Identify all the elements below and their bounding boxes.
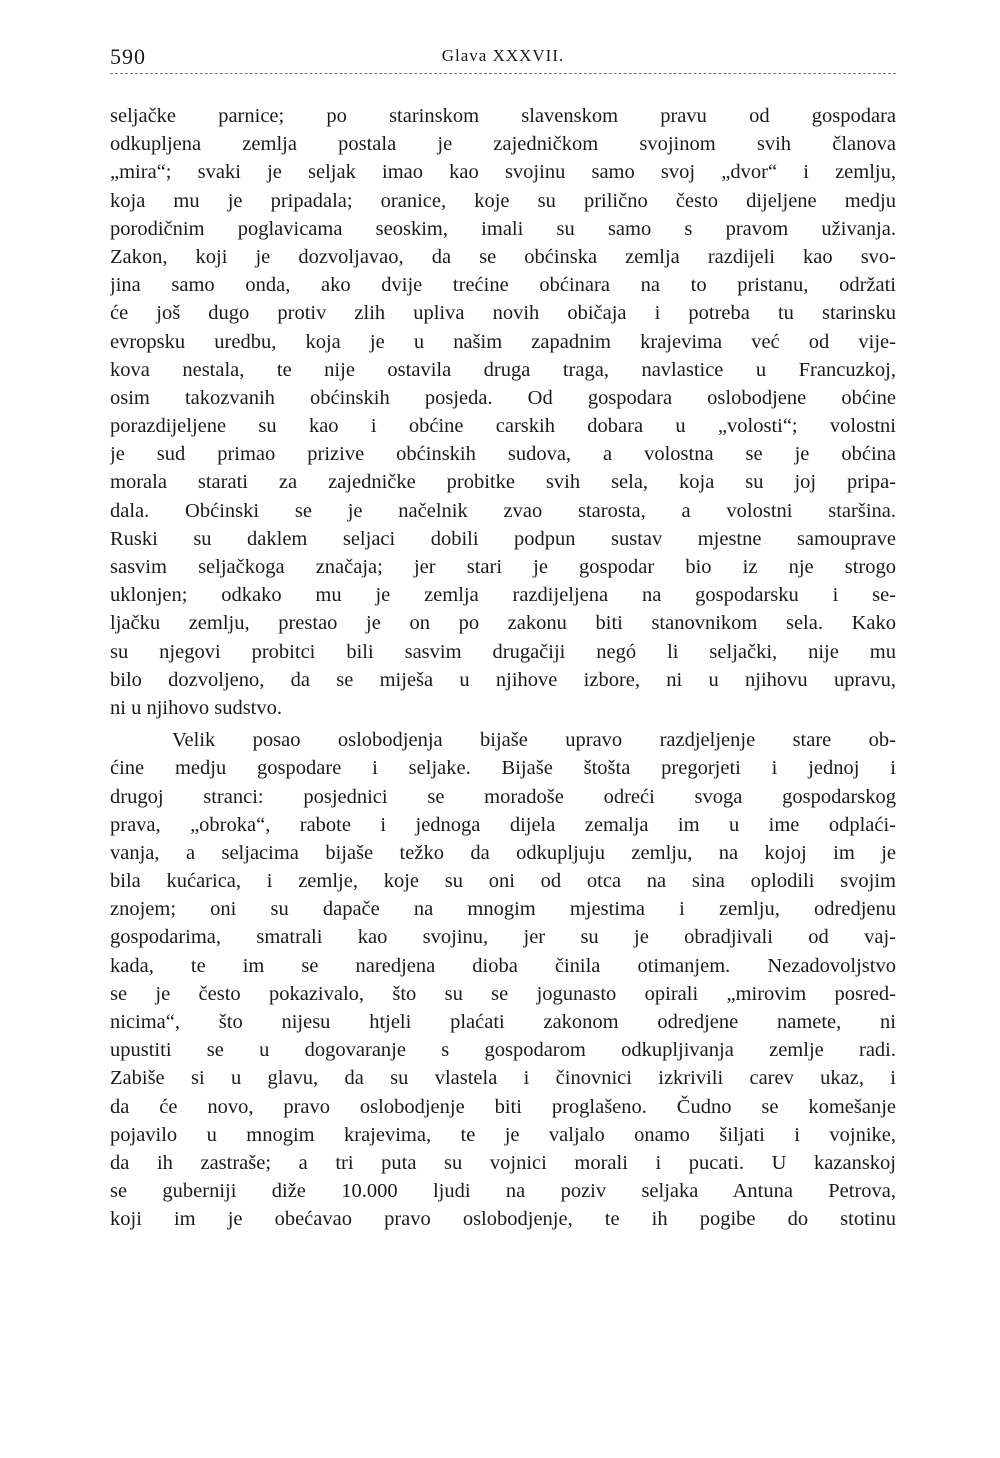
text-line: Zabiše si u glavu, da su vlastela i činovnici izkrivili carev ukaz, i <box>110 1067 896 1090</box>
text-line: je sud primao prizive obćinskih sudova, a volostna se je obćina <box>110 443 896 466</box>
text-line: osim takozvanih obćinskih posjeda. Od gospodara oslobodjene obćine <box>110 386 896 409</box>
text-line: prava, „obroka“, rabote i jednoga dijela zemalja im u ime odplaći- <box>110 813 896 836</box>
text-line: seljačke parnice; po starinskom slavenskom pravu od gospodara <box>110 105 896 127</box>
text-line: uklonjen; odkako mu je zemlja razdijeljena na gospodarsku i se- <box>110 584 896 607</box>
text-line: dala. Obćinski se je načelnik zvao starosta, a volostni staršina. <box>110 499 896 522</box>
text-line: sasvim seljačkoga značaja; jer stari je gospodar bio iz nje strogo <box>110 556 896 578</box>
text-line: porazdijeljene su kao i obćine carskih dobara u „volosti“; volostni <box>110 415 896 438</box>
paragraph-end-line: ni u njihovo sudstvo. <box>110 696 282 719</box>
text-line: znojem; oni su dapače na mnogim mjestima i zemlju, odredjenu <box>110 898 896 921</box>
text-line: ćine medju gospodare i seljake. Bijaše štošta pregorjeti i jednoj i <box>110 757 896 780</box>
text-line: da ih zastraše; a tri puta su vojnici morali i pucati. U kazanskoj <box>110 1151 896 1174</box>
text-line: će još dugo protiv zlih upliva novih običaja i potreba tu starinsku <box>110 302 896 325</box>
text-line: vanja, a seljacima bijaše težko da odkupljuju zemlju, na kojoj im je <box>110 841 896 864</box>
text-line: bilo dozvoljeno, da se miješa u njihove izbore, ni u njihovu upravu, <box>110 668 896 691</box>
body-text <box>110 102 896 1234</box>
text-line: morala starati za zajedničke probitke svih sela, koja su joj pripa- <box>110 471 896 494</box>
text-line: jina samo onda, ako dvije trećine obćinara na to pristanu, održati <box>110 274 896 297</box>
text-line: koji im je obećavao pravo oslobodjenje, te ih pogibe do stotinu <box>110 1208 896 1231</box>
text-line: porodičnim poglavicama seoskim, imali su samo s pravom uživanja. <box>110 217 896 240</box>
text-line: gospodarima, smatrali kao svojinu, jer su je obradjivali od vaj- <box>110 926 896 949</box>
text-line: Ruski su daklem seljaci dobili podpun sustav mjestne samouprave <box>110 527 896 550</box>
text-line: su njegovi probitci bili sasvim drugačiji negó li seljački, nije mu <box>110 640 896 663</box>
running-head: Glava XXXVII. <box>441 46 565 65</box>
text-line: drugoj stranci: posjednici se moradoše odreći svoga gospodarskog <box>110 785 896 808</box>
text-line: evropsku uredbu, koja je u našim zapadnim krajevima već od vije- <box>110 330 896 353</box>
text-line: upustiti se u dogovaranje s gospodarom odkupljivanja zemlje radi. <box>110 1039 896 1062</box>
page-header <box>110 40 896 74</box>
text-line: Zakon, koji je dozvoljavao, da se obćinska zemlja razdijeli kao svo- <box>110 245 896 268</box>
text-line: kada, te im se naredjena dioba činila otimanjem. Nezadovoljstvo <box>110 954 896 977</box>
text-line: ljačku zemlju, prestao je on po zakonu biti stanovnikom sela. Kako <box>110 612 896 635</box>
text-line: nicima“, što nijesu htjeli plaćati zakonom odredjene namete, ni <box>110 1011 896 1033</box>
text-line: bila kućarica, i zemlje, koje su oni od otca na sina oplodili svojim <box>110 870 896 893</box>
text-line: odkupljena zemlja postala je zajedničkom svojinom svih članova <box>110 133 896 156</box>
paragraph-start-line: Velik posao oslobodjenja bijaše upravo razdjeljenje stare ob- <box>172 729 896 752</box>
text-line: „mira“; svaki je seljak imao kao svojinu samo svoj „dvor“ i zemlju, <box>110 161 896 184</box>
header-rule <box>110 73 896 74</box>
text-line: se guberniji diže 10.000 ljudi na poziv seljaka Antuna Petrova, <box>110 1180 896 1203</box>
text-line: da će novo, pravo oslobodjenje biti proglašeno. Čudno se komešanje <box>110 1095 896 1118</box>
text-line: pojavilo u mnogim krajevima, te je valjalo onamo šiljati i vojnike, <box>110 1123 896 1146</box>
text-line: kova nestala, te nije ostavila druga traga, navlastice u Francuzkoj, <box>110 358 896 381</box>
text-line: se je često pokazivalo, što su se jogunasto opirali „mirovim posred- <box>110 982 896 1005</box>
page-number: 590 <box>110 44 146 69</box>
text-line: koja mu je pripadala; oranice, koje su prilično često dijeljene medju <box>110 189 896 212</box>
